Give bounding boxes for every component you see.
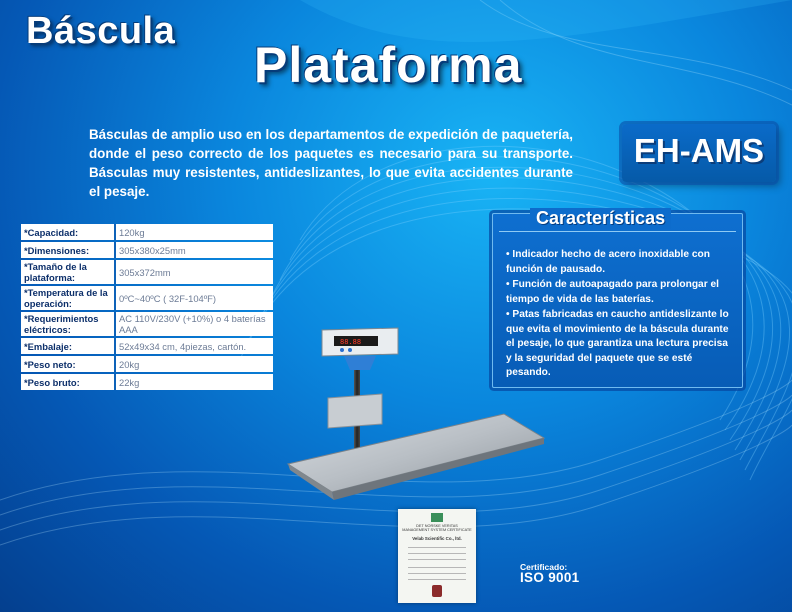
spec-key: *Peso bruto: <box>21 374 116 390</box>
spec-key: *Peso neto: <box>21 356 116 372</box>
list-item: • Función de autoapagado para prolongar el tiempo de vida de las baterías. <box>506 279 719 305</box>
features-divider <box>499 231 736 232</box>
spec-row <box>21 338 273 354</box>
model-badge <box>622 124 776 182</box>
spec-key: *Capacidad: <box>21 224 116 240</box>
title-bascula: Báscula <box>26 10 176 52</box>
spec-row <box>21 374 273 390</box>
spec-key: *Dimensiones: <box>21 242 116 258</box>
iso-standard-label: ISO 9001 <box>520 570 580 585</box>
spec-table <box>21 222 273 392</box>
certificate-header: DET NORSKE VERITAS <box>416 524 458 528</box>
svg-text:88.88: 88.88 <box>340 338 362 346</box>
dnv-logo-icon <box>431 513 443 522</box>
title-plataforma: Plataforma <box>254 37 523 93</box>
spec-value: 0ºC~40ºC ( 32F-104ºF) <box>116 286 273 310</box>
spec-value: AC 110V/230V (+10%) o 4 baterías AAA <box>116 312 273 336</box>
spec-value: 305x380x25mm <box>116 242 273 258</box>
certified-label: Certificado: <box>520 562 568 572</box>
list-item: • Patas fabricadas en caucho antideslizante lo que evita el movimiento de la báscula durante el pesaje, lo que garantiza una lectura precisa y la seguridad del paquete que se esté pesando. <box>506 309 729 378</box>
certificate-line <box>408 579 466 580</box>
features-list <box>506 248 736 382</box>
list-item: • Indicador hecho de acero inoxidable con función de pausado. <box>506 249 710 275</box>
spec-value: 22kg <box>116 374 273 390</box>
spec-row <box>21 242 273 258</box>
spec-row <box>21 312 273 336</box>
spec-key: *Requerimientos eléctricos: <box>21 312 116 336</box>
certificate-line <box>408 547 466 548</box>
intro-paragraph: Básculas de amplio uso en los departamentos de expedición de paquetería, donde el peso correcto de los paquetes es necesario para su transporte. Básculas muy resistentes, antideslizantes, lo que evita accidentes durante el pesaje. <box>89 127 573 200</box>
spec-value: 52x49x34 cm, 4piezas, cartón. <box>116 338 273 354</box>
spec-row <box>21 286 273 310</box>
iso-certificate-document <box>398 509 476 603</box>
certificate-line <box>408 573 466 574</box>
certificate-subheader: MANAGEMENT SYSTEM CERTIFICATE <box>402 528 472 532</box>
spec-value: 20kg <box>116 356 273 372</box>
spec-value: 305x372mm <box>116 260 273 284</box>
features-box <box>492 208 743 388</box>
certificate-seal-icon <box>432 585 442 597</box>
spec-key: *Tamaño de la plataforma: <box>21 260 116 284</box>
spec-key: *Embalaje: <box>21 338 116 354</box>
certificate-company: Velab Scientific Co., ltd. <box>412 536 462 541</box>
spec-value: 120kg <box>116 224 273 240</box>
certificate-line <box>408 553 466 554</box>
certificate-line <box>408 559 466 560</box>
features-title: Características <box>530 208 671 229</box>
spec-row <box>21 260 273 284</box>
model-label: EH-AMS <box>633 132 765 169</box>
spec-row <box>21 356 273 372</box>
spec-key: *Temperatura de la operación: <box>21 286 116 310</box>
certificate-line <box>408 567 466 568</box>
spec-row <box>21 224 273 240</box>
